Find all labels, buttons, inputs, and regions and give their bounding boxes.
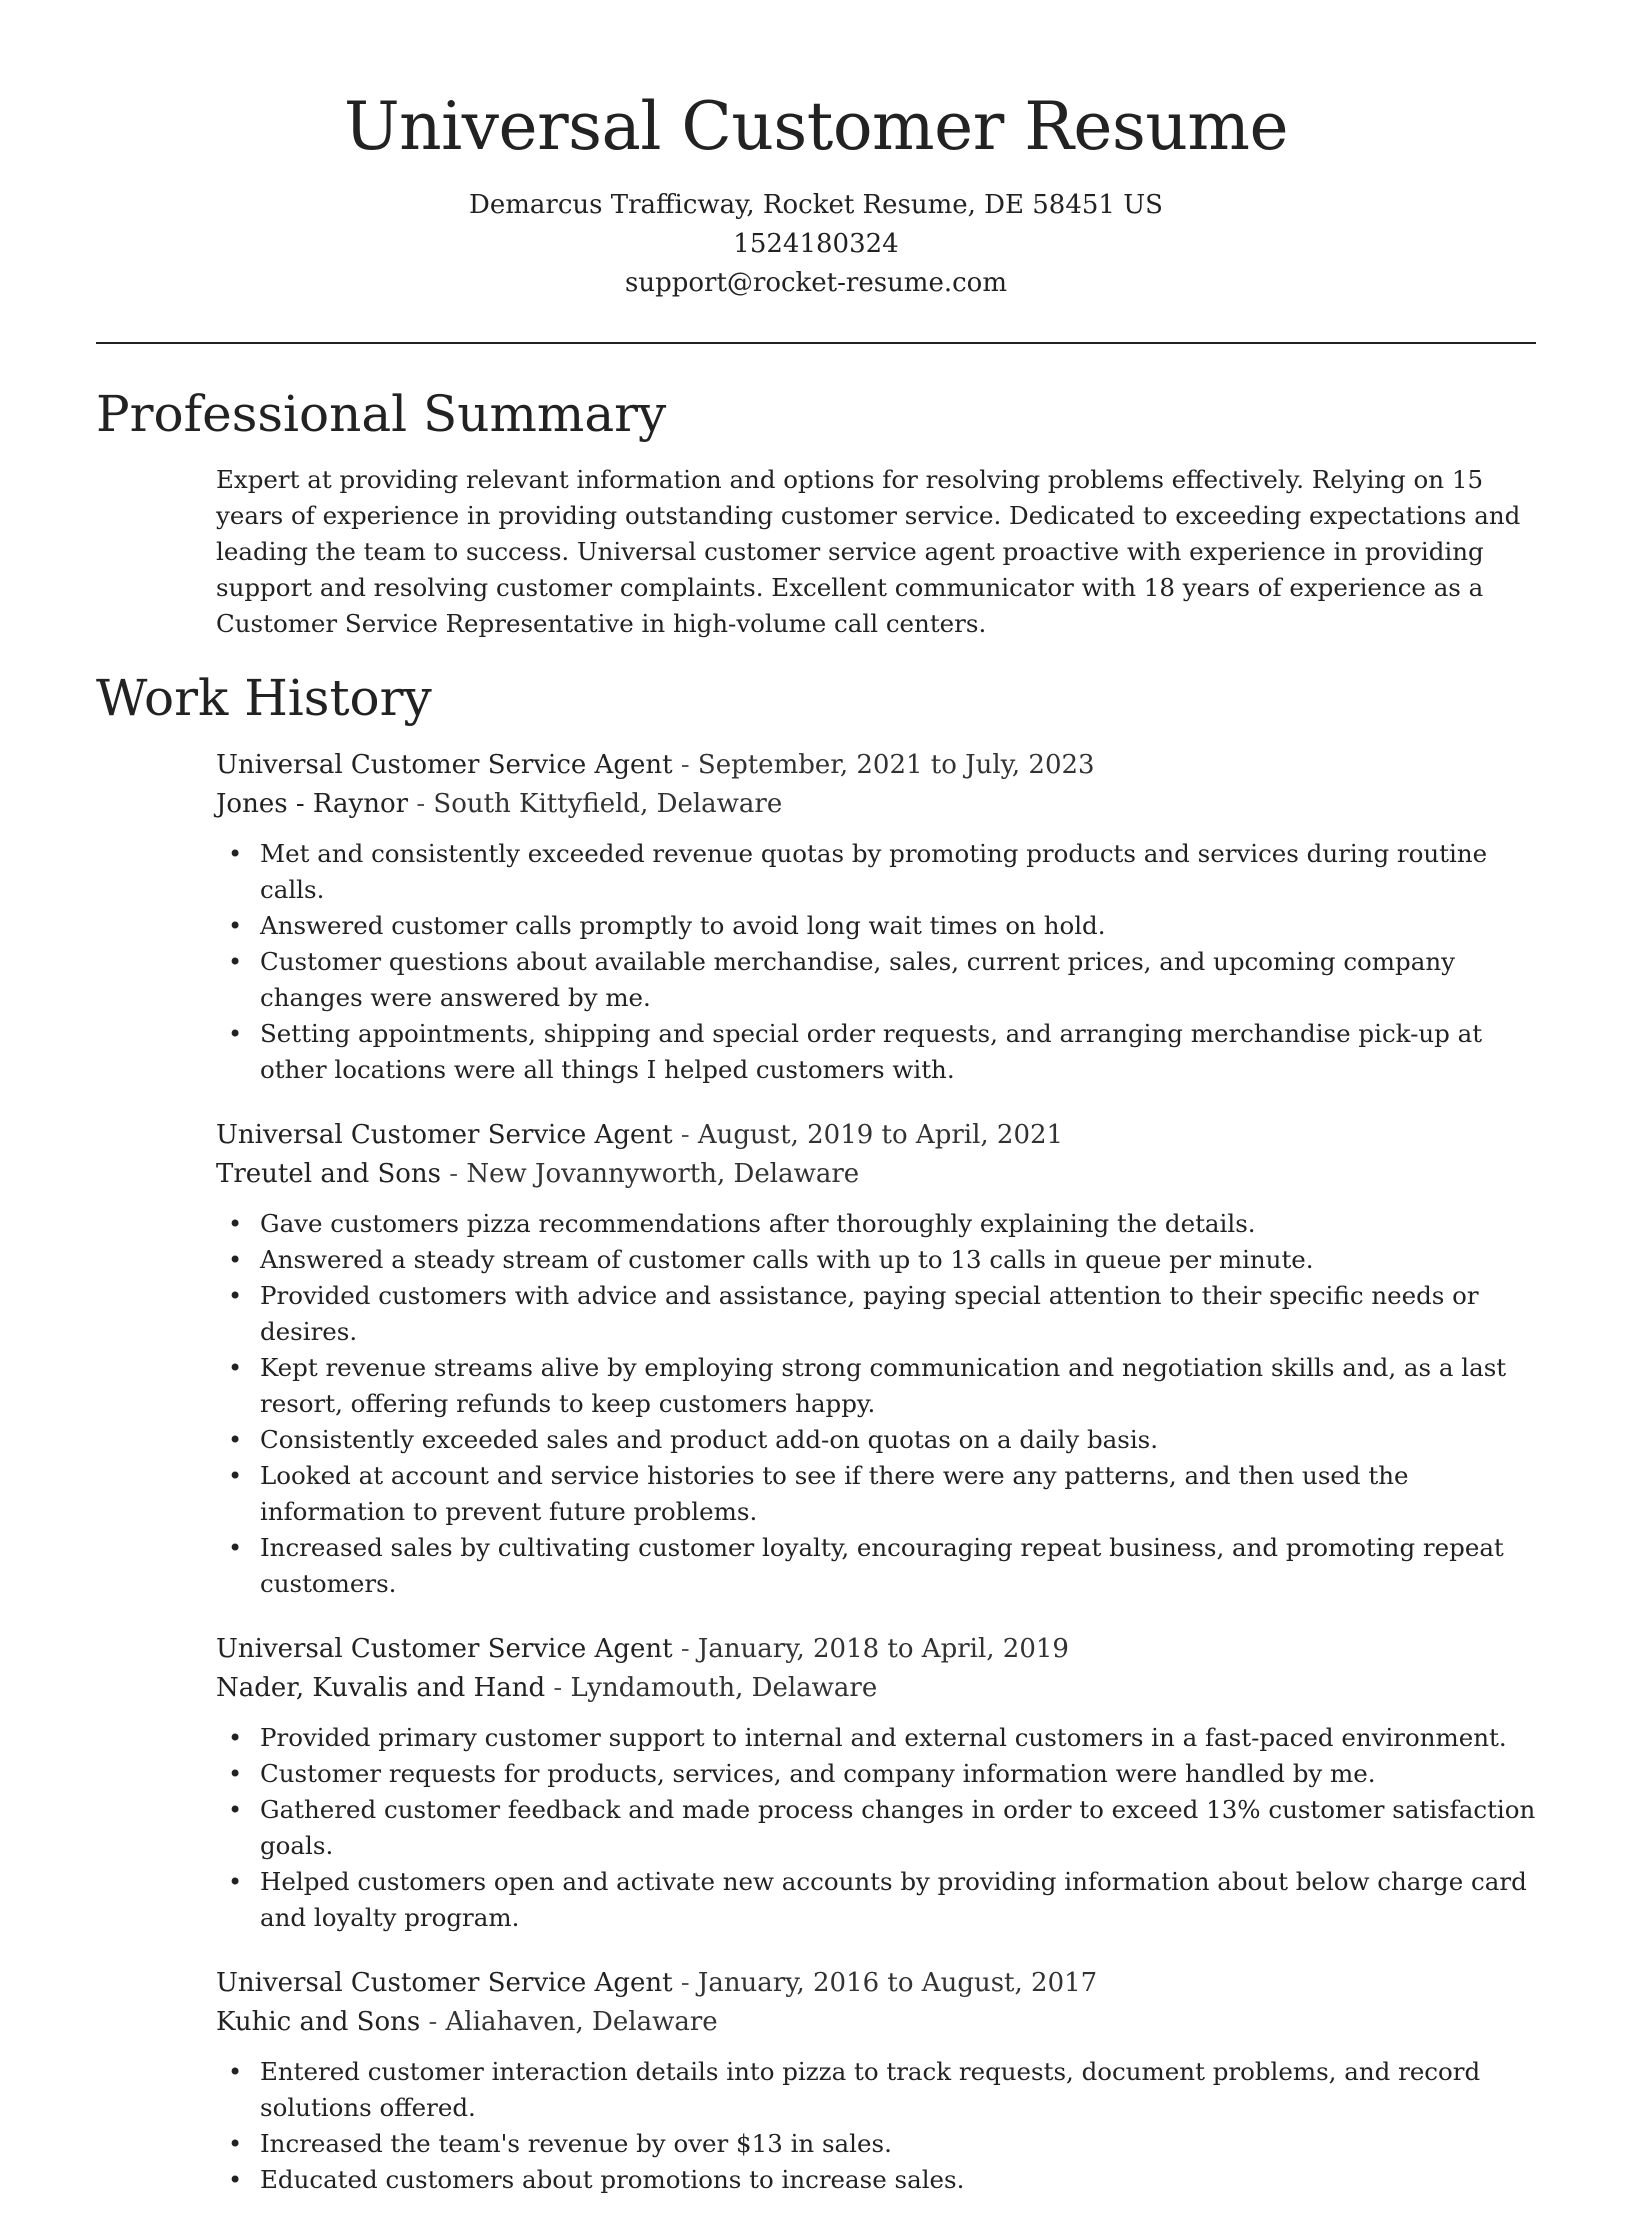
job-role: Universal Customer Service Agent <box>216 1968 673 1998</box>
resume-name: Universal Customer Resume <box>343 88 1289 165</box>
duty-text: Provided primary customer support to internal and external customers in a fast-paced environment. <box>260 1723 1507 1752</box>
duty-item <box>216 1720 1556 1756</box>
bullet-icon: • <box>228 1020 243 1048</box>
job-company-line <box>216 1155 1556 1194</box>
duty-item <box>216 2126 1556 2162</box>
duty-item <box>216 1278 1556 1350</box>
bullet-icon: • <box>228 1534 243 1562</box>
job-duties-list <box>216 1206 1556 1602</box>
duty-text: Customer requests for products, services, and company information were handled by me. <box>260 1759 1376 1788</box>
job-dates: September, 2021 to July, 2023 <box>697 750 1095 780</box>
job-company: Treutel and Sons <box>216 1159 442 1189</box>
duty-text: Looked at account and service histories to see if there were any patterns, and then used the information to prevent future problems. <box>260 1461 1409 1526</box>
duty-item <box>216 2162 1556 2198</box>
duty-text: Gathered customer feedback and made process changes in order to exceed 13% customer satisfaction goals. <box>260 1795 1536 1860</box>
separator: - <box>428 2007 438 2037</box>
duty-item <box>216 1422 1556 1458</box>
duty-item <box>216 1756 1556 1792</box>
job-dates: January, 2018 to April, 2019 <box>697 1634 1069 1664</box>
job-location: South Kittyfield, Delaware <box>433 789 783 819</box>
separator: - <box>416 789 426 819</box>
duty-item <box>216 1206 1556 1242</box>
duty-text: Kept revenue streams alive by employing strong communication and negotiation skills and, as a last resort, offering refunds to keep customers happy. <box>260 1353 1507 1418</box>
duty-item <box>216 1242 1556 1278</box>
duty-text: Answered a steady stream of customer calls with up to 13 calls in queue per minute. <box>260 1245 1314 1274</box>
separator: - <box>449 1159 459 1189</box>
bullet-icon: • <box>228 948 243 976</box>
job-title-line <box>216 1630 1556 1669</box>
job-entry <box>216 1630 1556 1936</box>
work-history-heading: Work History <box>96 669 432 727</box>
duty-item <box>216 908 1556 944</box>
job-company-line <box>216 785 1556 824</box>
bullet-icon: • <box>228 1282 243 1310</box>
bullet-icon: • <box>228 1796 243 1824</box>
work-history-list <box>216 746 1556 2226</box>
job-dates: January, 2016 to August, 2017 <box>697 1968 1098 1998</box>
job-dates: August, 2019 to April, 2021 <box>697 1120 1064 1150</box>
duty-text: Educated customers about promotions to increase sales. <box>260 2165 965 2194</box>
duty-item <box>216 1458 1556 1530</box>
job-location: Aliahaven, Delaware <box>445 2007 718 2037</box>
address: Demarcus Trafficway, Rocket Resume, DE 58451 US <box>469 190 1163 220</box>
job-duties-list <box>216 1720 1556 1936</box>
duty-item <box>216 1864 1556 1936</box>
job-role: Universal Customer Service Agent <box>216 750 673 780</box>
job-duties-list <box>216 2054 1556 2198</box>
resume-header <box>0 0 1632 303</box>
job-title-line <box>216 1964 1556 2003</box>
job-location: Lyndamouth, Delaware <box>570 1673 878 1703</box>
job-entry <box>216 746 1556 1088</box>
job-company-line <box>216 2003 1556 2042</box>
job-entry <box>216 1964 1556 2198</box>
duty-text: Increased sales by cultivating customer loyalty, encouraging repeat business, and promoting repeat customers. <box>260 1533 1504 1598</box>
bullet-icon: • <box>228 840 243 868</box>
job-company: Nader, Kuvalis and Hand <box>216 1673 546 1703</box>
bullet-icon: • <box>228 1426 243 1454</box>
job-role: Universal Customer Service Agent <box>216 1634 673 1664</box>
duty-text: Gave customers pizza recommendations after thoroughly explaining the details. <box>260 1209 1256 1238</box>
job-company: Kuhic and Sons <box>216 2007 421 2037</box>
job-role: Universal Customer Service Agent <box>216 1120 673 1150</box>
job-location: New Jovannyworth, Delaware <box>466 1159 860 1189</box>
separator: - <box>680 1120 690 1150</box>
bullet-icon: • <box>228 1354 243 1382</box>
bullet-icon: • <box>228 1462 243 1490</box>
bullet-icon: • <box>228 1760 243 1788</box>
duty-item <box>216 2054 1556 2126</box>
duty-text: Helped customers open and activate new accounts by providing information about below charge card and loyalty program. <box>260 1867 1527 1932</box>
separator: - <box>680 1634 690 1664</box>
duty-item <box>216 1530 1556 1602</box>
duty-item <box>216 1350 1556 1422</box>
summary-heading: Professional Summary <box>96 385 667 443</box>
duty-text: Entered customer interaction details into pizza to track requests, document problems, and record solutions offered. <box>260 2057 1481 2122</box>
bullet-icon: • <box>228 912 243 940</box>
separator: - <box>553 1673 563 1703</box>
email: support@rocket-resume.com <box>624 268 1007 298</box>
bullet-icon: • <box>228 1246 243 1274</box>
bullet-icon: • <box>228 2130 243 2158</box>
duty-item <box>216 1792 1556 1864</box>
summary-text: Expert at providing relevant information and options for resolving problems effectively. Relying on 15 years of experience in providing outstanding customer service. Dedicated to exceeding expectations and leading the team to success. Universal customer service agent proactive with experience in providing support and resolving customer complaints. Excellent communicator with 18 years of experience as a Customer Service Representative in high-volume call centers. <box>216 465 1521 638</box>
header-divider <box>96 342 1536 344</box>
duty-text: Answered customer calls promptly to avoid long wait times on hold. <box>260 911 1106 940</box>
duty-text: Provided customers with advice and assistance, paying special attention to their specific needs or desires. <box>260 1281 1479 1346</box>
phone: 1524180324 <box>733 229 899 259</box>
separator: - <box>680 1968 690 1998</box>
bullet-icon: • <box>228 2166 243 2194</box>
duty-text: Met and consistently exceeded revenue quotas by promoting products and services during routine calls. <box>260 839 1488 904</box>
job-title-line <box>216 746 1556 785</box>
separator: - <box>680 750 690 780</box>
job-duties-list <box>216 836 1556 1088</box>
job-entry <box>216 1116 1556 1602</box>
job-company: Jones - Raynor <box>216 789 409 819</box>
duty-item <box>216 1016 1556 1088</box>
duty-text: Setting appointments, shipping and special order requests, and arranging merchandise pick-up at other locations were all things I helped customers with. <box>260 1019 1483 1084</box>
duty-item <box>216 944 1556 1016</box>
bullet-icon: • <box>228 1210 243 1238</box>
bullet-icon: • <box>228 1868 243 1896</box>
duty-item <box>216 836 1556 908</box>
duty-text: Consistently exceeded sales and product add-on quotas on a daily basis. <box>260 1425 1159 1454</box>
job-title-line <box>216 1116 1556 1155</box>
duty-text: Increased the team's revenue by over $13 in sales. <box>260 2129 892 2158</box>
job-company-line <box>216 1669 1556 1708</box>
bullet-icon: • <box>228 1724 243 1752</box>
duty-text: Customer questions about available merchandise, sales, current prices, and upcoming company changes were answered by me. <box>260 947 1455 1012</box>
bullet-icon: • <box>228 2058 243 2086</box>
